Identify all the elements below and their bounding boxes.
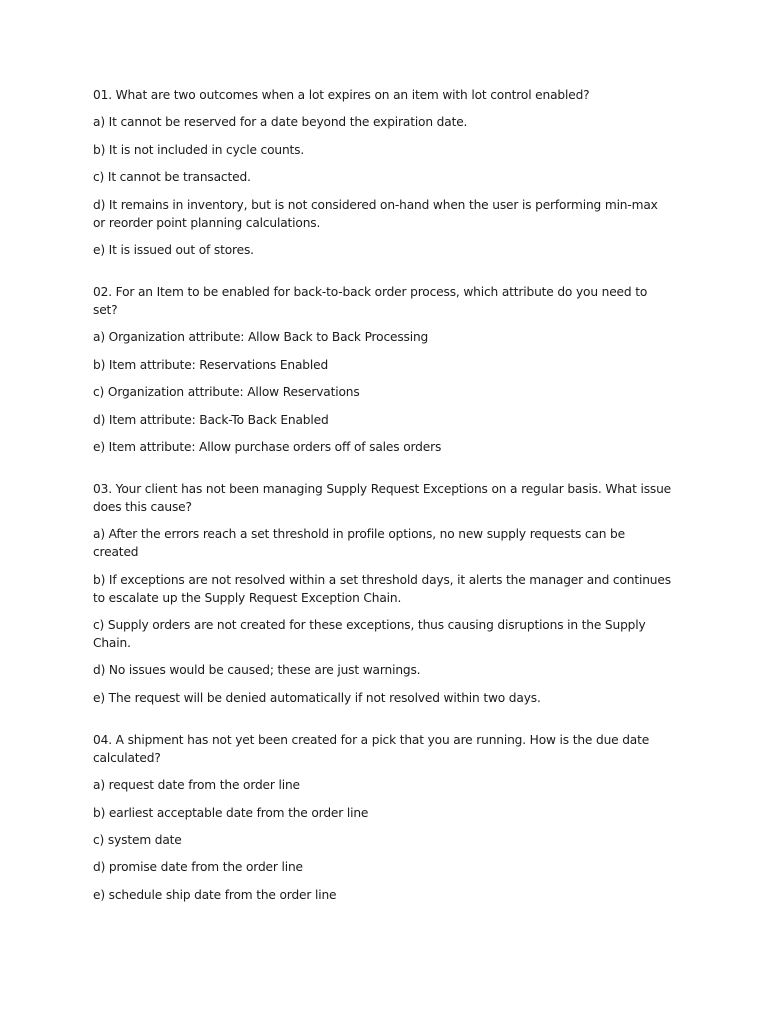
option-b: b) If exceptions are not resolved within a set threshold days, it alerts the manager and continues to escalate up the Supply Request Exception Chain. [93,572,671,605]
option-b: b) Item attribute: Reservations Enabled [93,357,329,372]
option-e: e) It is issued out of stores. [93,242,254,257]
question-text: 03. Your client has not been managing Supply Request Exceptions on a regular basis. What issue does this cause? [93,481,672,514]
question-04 [93,731,673,904]
option-c: c) Organization attribute: Allow Reservations [93,385,360,400]
question-text: 04. A shipment has not yet been created for a pick that you are running. How is the due date calculated? [93,732,650,765]
option-e: e) Item attribute: Allow purchase orders off of sales orders [93,439,442,454]
question-03 [93,480,673,707]
option-b: b) earliest acceptable date from the order line [93,805,369,820]
option-b: b) It is not included in cycle counts. [93,142,305,157]
question-01 [93,86,673,259]
option-d: d) promise date from the order line [93,860,303,875]
question-02 [93,283,673,456]
option-c: c) It cannot be transacted. [93,170,251,185]
option-d: d) It remains in inventory, but is not considered on-hand when the user is performing min-max or reorder point planning calculations. [93,197,658,230]
option-c: c) system date [93,833,182,848]
option-a: a) Organization attribute: Allow Back to Back Processing [93,330,429,345]
question-text: 01. What are two outcomes when a lot expires on an item with lot control enabled? [93,88,590,102]
question-text: 02. For an Item to be enabled for back-to-back order process, which attribute do you need to set? [93,284,648,317]
option-a: a) After the errors reach a set threshold in profile options, no new supply requests can be created [93,527,625,560]
option-a: a) request date from the order line [93,778,300,793]
option-c: c) Supply orders are not created for these exceptions, thus causing disruptions in the Supply Chain. [93,618,646,651]
document-page [93,86,673,928]
option-d: d) No issues would be caused; these are just warnings. [93,663,421,678]
option-e: e) schedule ship date from the order line [93,887,337,902]
option-e: e) The request will be denied automatically if not resolved within two days. [93,690,541,705]
option-d: d) Item attribute: Back-To Back Enabled [93,412,329,427]
option-a: a) It cannot be reserved for a date beyond the expiration date. [93,115,468,130]
